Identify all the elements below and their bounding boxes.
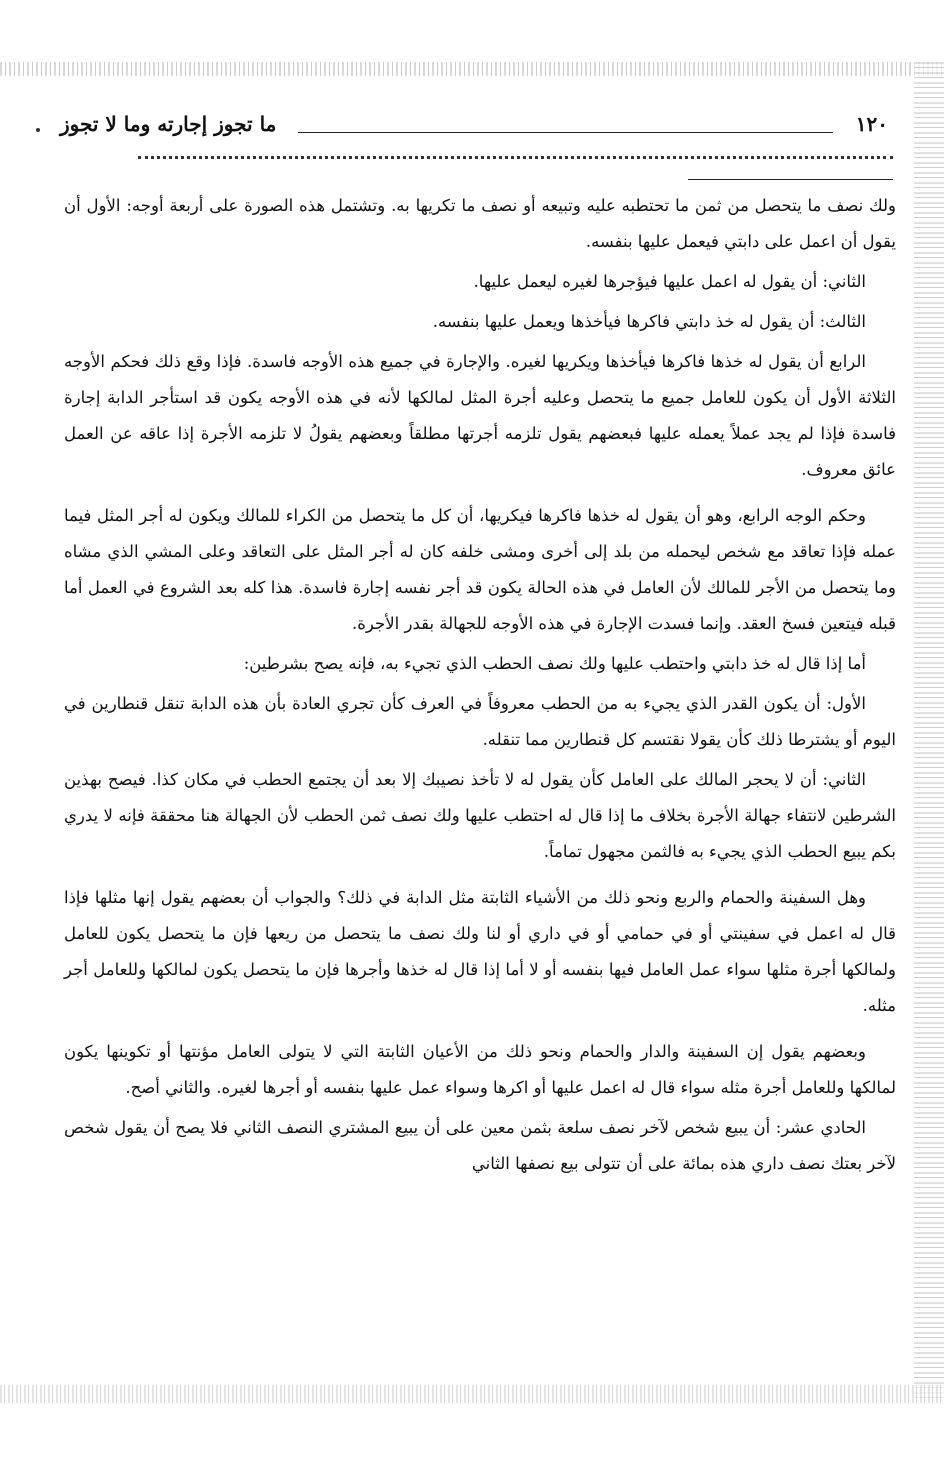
page-number: ١٢٠ (855, 112, 888, 136)
page-header (60, 110, 894, 150)
stray-dot (36, 128, 40, 132)
paragraph: الرابع أن يقول له خذها فاكرها فيأخذها ويكريها لغيره. والإجارة في جميع هذه الأوجه فاسدة. فإذا وقع ذلك فحكم الأوجه الثلاثة الأول أن يكون للعامل جميع ما يتحصل وعليه أجرة المثل لمالكها لأنه في هذه الأوجه يكون قد استأجر الدابة إجارة فاسدة فإذا لم يجد عملاً يعمله عليها فبعضهم يقول تلزمه أجرتها مطلقاً وبعضهم يقولُ لا تلزمه الأجرة إذا عاقه عن العمل عائق معروف. (64, 352, 896, 479)
running-title: ما تجوز إجارته وما لا تجوز (60, 112, 277, 136)
paragraph: أما إذا قال له خذ دابتي واحتطب عليها ولك نصف الحطب الذي تجيء به، فإنه يصح بشرطين: (243, 654, 866, 673)
scan-border-bottom (0, 1385, 944, 1403)
paragraph: وبعضهم يقول إن السفينة والدار والحمام ونحو ذلك من الأعيان الثابتة التي لا يتولى العامل مؤنتها أو تكوينها يكون لمالكها وللعامل أجرة مثله سواء قال له اعمل عليها أو اكرها وسواء عمل عليها بنفسه أو أجرها لغيره. والثاني أصح. (64, 1042, 896, 1097)
dotted-divider (138, 156, 893, 159)
paragraph: الثاني: أن لا يحجر المالك على العامل كأن يقول له لا تأخذ نصيبك إلا بعد أن يجتمع الحطب في مكان كذا. فيصح بهذين الشرطين لانتفاء جهالة الأجرة بخلاف ما إذا قال له احتطب عليها ولك نصف ثمن الحطب لأن الجهالة هنا محققة فإنه لا يدري بكم يبيع الحطب الذي يجيء به فالثمن مجهول تماماً. (64, 770, 896, 861)
body-text (64, 188, 896, 1186)
paragraph: الحادي عشر: أن يبيع شخص لآخر نصف سلعة بثمن معين على أن يبيع المشتري النصف الثاني فلا يصح أن يقول شخص لآخر بعتك نصف داري هذه بمائة على أن تتولى بيع نصفها الثاني (64, 1118, 896, 1173)
short-rule (688, 179, 893, 180)
header-rule (298, 132, 833, 133)
scan-border-top (0, 62, 944, 76)
paragraph: الأول: أن يكون القدر الذي يجيء به من الحطب معروفاً في العرف كأن تجري العادة بأن هذه الدابة تنقل قنطارين في اليوم أو يشترطا ذلك كأن يقولا نقتسم كل قنطارين مما تنقله. (64, 694, 896, 749)
paragraph: ولك نصف ما يتحصل من ثمن ما تحتطبه عليه وتبيعه أو نصف ما تكريها به. وتشتمل هذه الصورة على أربعة أوجه: الأول أن يقول أن اعمل على دابتي فيعمل عليها بنفسه. (64, 196, 896, 251)
paragraph: وحكم الوجه الرابع، وهو أن يقول له خذها فاكرها فيكريها، أن كل ما يتحصل من الكراء للمالك ويكون له أجر المثل فيما عمله فإذا تعاقد مع شخص ليحمله من بلد إلى أخرى ومشى خلفه كان له أجر المثل على التعاقد وعلى المشي الذي مشاه وما يتحصل من الأجر للمالك لأن العامل في هذه الحالة يكون قد أجر نفسه إجارة فاسدة. هذا كله بعد الشروع في العمل أما قبله فيتعين فسخ العقد. وإنما فسدت الإجارة في هذه الأوجه للجهالة بقدر الأجرة. (64, 506, 896, 633)
scan-border-right (914, 62, 944, 1402)
paragraph: وهل السفينة والحمام والربع ونحو ذلك من الأشياء الثابتة مثل الدابة في ذلك؟ والجواب أن بعضهم يقول إنها مثلها فإذا قال له اعمل في سفينتي أو في حمامي أو في داري أو لنا ولك نصف ما يتحصل من ريعها فإن ما يتحصل يكون للعامل ولمالكها أجرة مثلها سواء عمل العامل فيها بنفسه أو لا أما إذا قال له خذها وأجرها فإن ما يتحصل يكون لمالكها وللعامل أجر مثله. (64, 888, 896, 1015)
paragraph: الثالث: أن يقول له خذ دابتي فاكرها فيأخذها ويعمل عليها بنفسه. (432, 312, 866, 331)
paragraph: الثاني: أن يقول له اعمل عليها فيؤجرها لغيره ليعمل عليها. (473, 272, 866, 291)
